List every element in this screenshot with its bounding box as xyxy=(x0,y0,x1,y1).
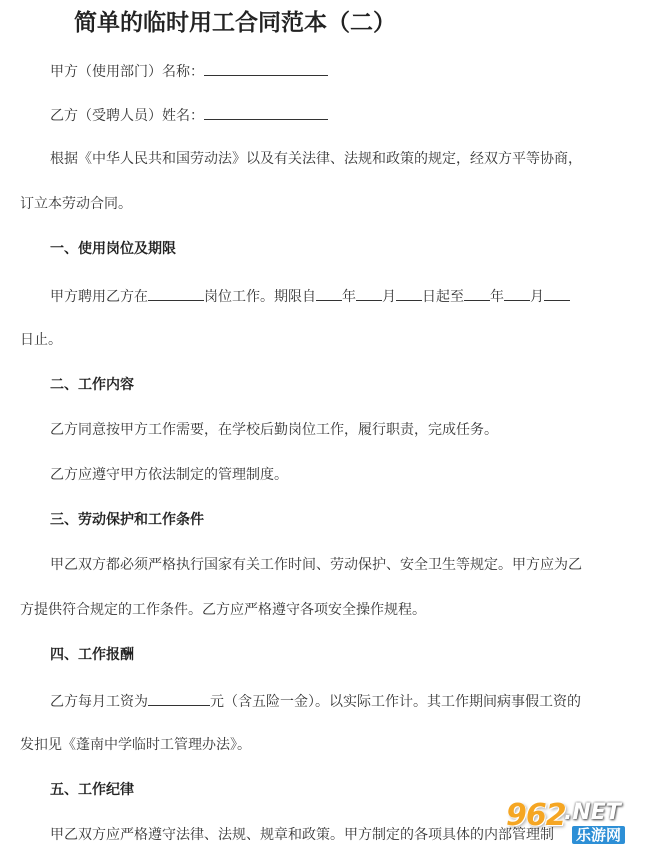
salary-blank xyxy=(148,690,210,706)
end-day-blank xyxy=(544,285,570,301)
position-blank xyxy=(148,285,204,301)
month-text: 月 xyxy=(382,289,396,305)
term-from-text: 岗位工作。期限自 xyxy=(204,289,316,305)
section-3-heading: 三、劳动保护和工作条件 xyxy=(50,512,204,528)
end-year-text: 年 xyxy=(490,289,504,305)
section-1-line-2: 日止。 xyxy=(20,332,62,348)
section-5-heading: 五、工作纪律 xyxy=(50,782,134,798)
party-b-name-blank xyxy=(204,104,328,120)
salary-text: 乙方每月工资为 xyxy=(50,694,148,710)
position-text: 甲方聘用乙方在 xyxy=(50,289,148,305)
section-4-line-1 xyxy=(0,690,650,712)
end-year-blank xyxy=(464,285,490,301)
preamble-line-1: 根据《中华人民共和国劳动法》以及有关法律、法规和政策的规定，经双方平等协商， xyxy=(50,151,582,167)
section-2-para-1: 乙方同意按甲方工作需要，在学校后勤岗位工作，履行职责，完成任务。 xyxy=(50,422,498,438)
salary-detail-text: 元（含五险一金）。以实际工作计。其工作期间病事假工资的 xyxy=(210,694,581,710)
year-text: 年 xyxy=(342,289,356,305)
watermark-net: .NET xyxy=(564,800,621,825)
section-1-heading: 一、使用岗位及期限 xyxy=(50,241,176,257)
section-4-line-2: 发扣见《蓬南中学临时工管理办法》。 xyxy=(20,737,251,753)
section-1-line-1 xyxy=(0,285,650,307)
section-3-line-1: 甲乙双方都必须严格执行国家有关工作时间、劳动保护、安全卫生等规定。甲方应为乙 xyxy=(50,557,582,573)
section-5-line-1: 甲乙双方应严格遵守法律、法规、规章和政策。甲方制定的各项具体的内部管理制 xyxy=(50,827,554,843)
site-watermark xyxy=(506,796,644,846)
section-3-line-2: 方提供符合规定的工作条件。乙方应严格遵守各项安全操作规程。 xyxy=(20,602,426,618)
party-a-name-blank xyxy=(204,60,328,76)
section-2-heading: 二、工作内容 xyxy=(50,377,134,393)
watermark-logo: 962 xyxy=(506,798,566,833)
start-year-blank xyxy=(316,285,342,301)
start-day-blank xyxy=(396,285,422,301)
preamble-line-2: 订立本劳动合同。 xyxy=(20,196,132,212)
party-a-line xyxy=(0,60,650,82)
end-month-text: 月 xyxy=(530,289,544,305)
party-b-label: 乙方（受聘人员）姓名： xyxy=(50,108,204,124)
document-title: 简单的临时用工合同范本（二） xyxy=(74,10,396,36)
party-b-line xyxy=(0,104,650,126)
end-month-blank xyxy=(504,285,530,301)
section-4-heading: 四、工作报酬 xyxy=(50,647,134,663)
section-2-para-2: 乙方应遵守甲方依法制定的管理制度。 xyxy=(50,467,288,483)
until-text: 日起至 xyxy=(422,289,464,305)
party-a-label: 甲方（使用部门）名称： xyxy=(50,64,204,80)
start-month-blank xyxy=(356,285,382,301)
watermark-site-name: 乐游网 xyxy=(572,826,625,844)
